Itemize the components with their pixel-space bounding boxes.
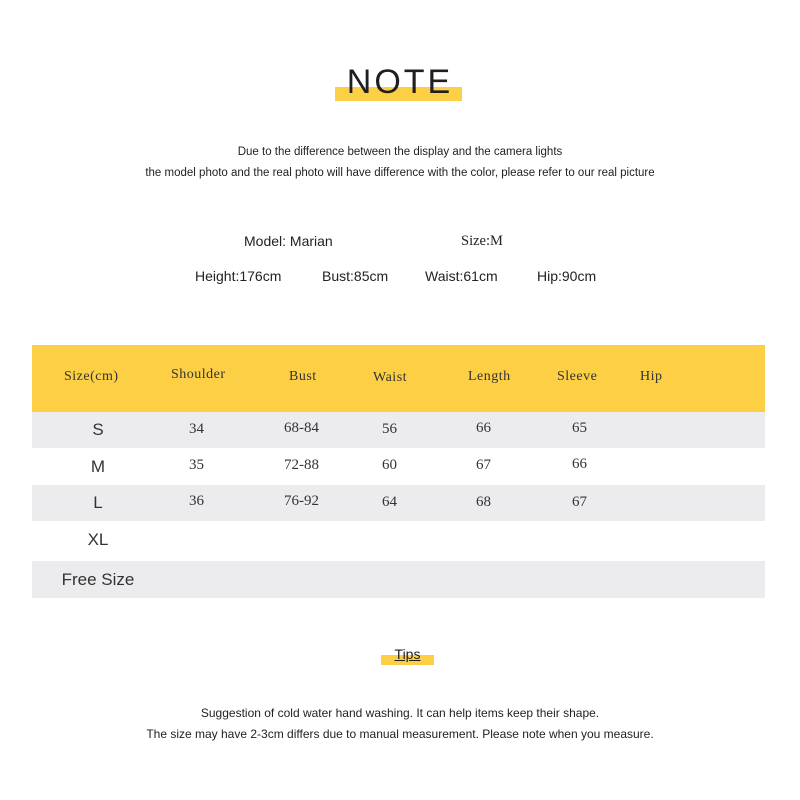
cell-sleeve: 65 bbox=[572, 420, 587, 436]
table-row bbox=[32, 521, 765, 561]
cell-shoulder: 36 bbox=[189, 493, 204, 509]
cell-sleeve: 66 bbox=[572, 456, 587, 472]
note-title: NOTE bbox=[346, 63, 454, 101]
table-row bbox=[32, 412, 765, 448]
model-name: Model: Marian bbox=[244, 233, 333, 249]
header-sleeve: Sleeve bbox=[557, 369, 598, 384]
cell-length: 67 bbox=[476, 457, 491, 473]
header-shoulder: Shoulder bbox=[171, 367, 226, 382]
header-length: Length bbox=[468, 369, 511, 384]
model-height: Height:176cm bbox=[195, 268, 282, 284]
header-waist: Waist bbox=[373, 370, 408, 385]
size-table-header bbox=[32, 345, 765, 412]
header-hip: Hip bbox=[640, 369, 663, 384]
cell-length: 66 bbox=[476, 420, 491, 436]
cell-waist: 64 bbox=[382, 494, 397, 510]
disclaimer-line-1: Due to the difference between the display and the camera lights bbox=[237, 146, 563, 158]
disclaimer-line-2: the model photo and the real photo will have difference with the color, please refer to our real picture bbox=[145, 167, 655, 179]
cell-waist: 56 bbox=[382, 421, 397, 437]
tips-line-2: The size may have 2-3cm differs due to manual measurement. Please note when you measure. bbox=[146, 727, 654, 741]
row-size: L bbox=[93, 493, 103, 512]
cell-bust: 68-84 bbox=[284, 420, 319, 436]
table-row bbox=[32, 561, 765, 598]
header-bust: Bust bbox=[289, 369, 317, 384]
tips-line-1: Suggestion of cold water hand washing. It can help items keep their shape. bbox=[200, 706, 600, 720]
model-size: Size:M bbox=[461, 233, 503, 249]
header-size: Size(cm) bbox=[64, 369, 119, 384]
row-size: Free Size bbox=[61, 570, 135, 589]
row-size: M bbox=[90, 457, 106, 476]
table-row bbox=[32, 448, 765, 484]
cell-waist: 60 bbox=[382, 457, 397, 473]
cell-shoulder: 34 bbox=[189, 421, 204, 437]
table-row bbox=[32, 485, 765, 521]
cell-bust: 72-88 bbox=[284, 457, 319, 473]
cell-shoulder: 35 bbox=[189, 457, 204, 473]
row-size: XL bbox=[87, 530, 109, 549]
cell-sleeve: 67 bbox=[572, 494, 587, 510]
cell-length: 68 bbox=[476, 494, 491, 510]
model-hip: Hip:90cm bbox=[537, 268, 597, 284]
model-bust: Bust:85cm bbox=[322, 268, 389, 284]
row-size: S bbox=[92, 420, 104, 439]
tips-title: Tips bbox=[394, 646, 421, 662]
cell-bust: 76-92 bbox=[284, 493, 319, 509]
model-waist: Waist:61cm bbox=[425, 268, 498, 284]
